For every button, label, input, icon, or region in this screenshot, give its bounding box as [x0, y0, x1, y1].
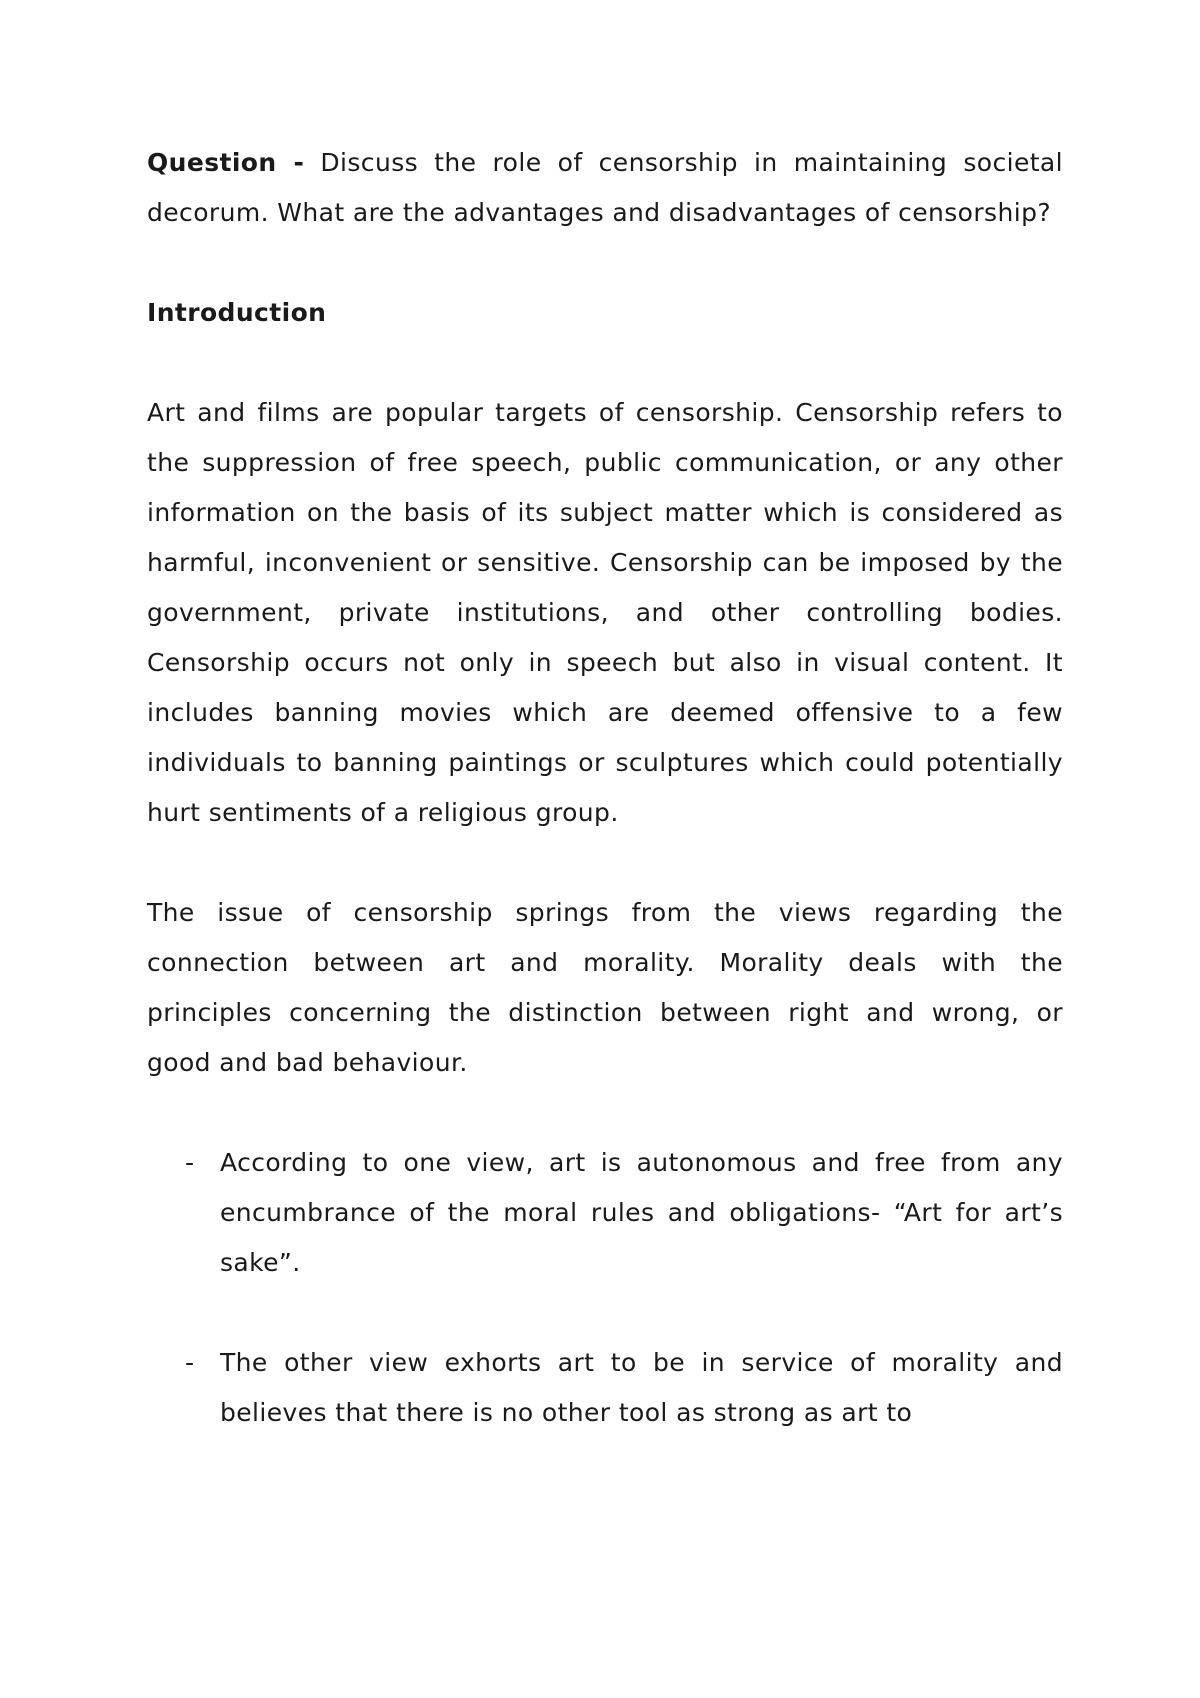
document-body	[147, 138, 1063, 1488]
intro-paragraph-1: Art and films are popular targets of censorship. Censorship refers to the suppression of free speech, public communication, or any other information on the basis of its subject matter which is considered as harmful, inconvenient or sensitive. Censorship can be imposed by the government, private institutions, and other controlling bodies. Censorship occurs not only in speech but also in visual content. It includes banning movies which are deemed offensive to a few individuals to banning paintings or sculptures which could potentially hurt sentiments of a religious group.	[147, 398, 1063, 827]
list-item	[147, 1338, 1063, 1438]
list-item	[147, 1138, 1063, 1288]
dash-bullet-icon: -	[185, 1148, 195, 1177]
section-heading-introduction: Introduction	[147, 298, 327, 327]
question-paragraph	[147, 138, 1063, 238]
views-list	[147, 1138, 1063, 1438]
list-item-text: The other view exhorts art to be in service of morality and believes that there is no other tool as strong as art to	[220, 1348, 1063, 1427]
dash-bullet-icon: -	[185, 1348, 195, 1377]
list-item-text: According to one view, art is autonomous and free from any encumbrance of the moral rules and obligations- “Art for art’s sake”.	[220, 1148, 1063, 1277]
intro-paragraph-2: The issue of censorship springs from the views regarding the connection between art and morality. Morality deals with the principles concerning the distinction between right and wrong, or good and bad behaviour.	[147, 898, 1063, 1077]
question-label: Question -	[147, 148, 305, 177]
question-text: Discuss the role of censorship in maintaining societal decorum. What are the advantages and disadvantages of censorship?	[147, 148, 1063, 227]
